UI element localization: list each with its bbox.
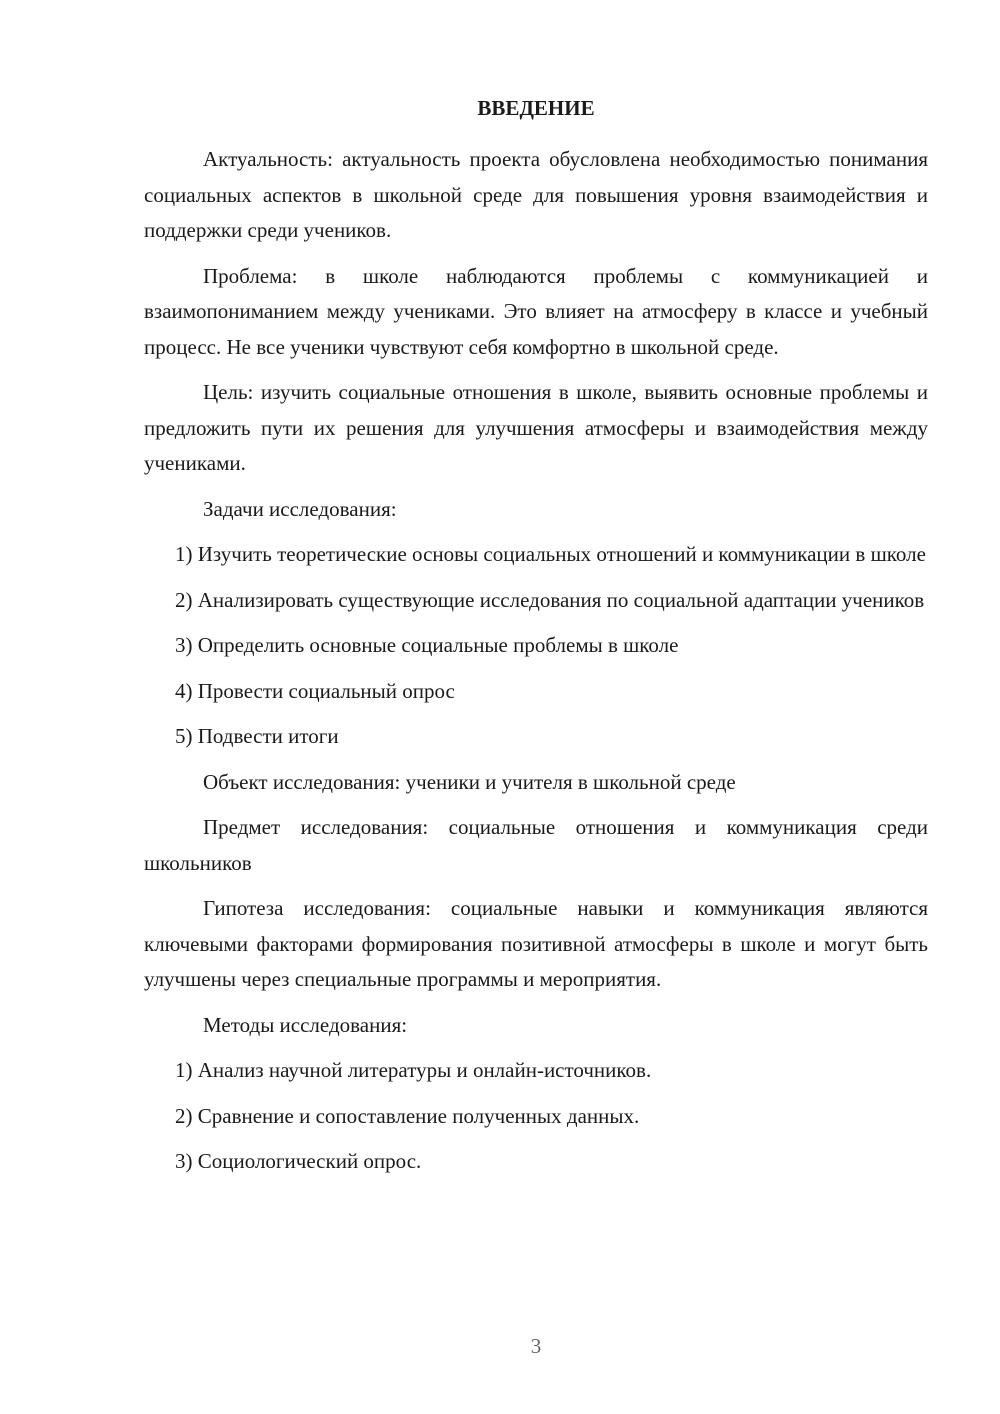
hypothesis-paragraph: Гипотеза исследования: социальные навыки и коммуникация являются ключевыми факторами формирования позитивной атмосферы в школе и могут быть улучшены через специальные программы и мероприятия.: [144, 896, 928, 991]
task-item-3: 3) Определить основные социальные проблемы в школе: [175, 633, 679, 657]
task-item-2: 2) Анализировать существующие исследования по социальной адаптации учеников: [175, 587, 925, 612]
method-item-3: 3) Социологический опрос.: [175, 1149, 422, 1173]
method-item-2: 2) Сравнение и сопоставление полученных данных.: [175, 1103, 640, 1128]
goal-paragraph: Цель: изучить социальные отношения в школе, выявить основные проблемы и предложить пути их решения для улучшения атмосферы и взаимодействия между учениками.: [144, 380, 928, 475]
page-number: 3: [530, 1334, 542, 1358]
problem-paragraph: Проблема: в школе наблюдаются проблемы с коммуникацией и взаимопониманием между учениками. Это влияет на атмосферу в классе и учебный процесс. Не все ученики чувствуют себя комфортно в школьной среде.: [144, 263, 928, 359]
task-item-1: 1) Изучить теоретические основы социальных отношений и коммуникации в школе: [175, 542, 926, 566]
task-item-5: 5) Подвести итоги: [175, 724, 339, 748]
method-item-1: 1) Анализ научной литературы и онлайн-источников.: [175, 1058, 652, 1082]
tasks-heading: Задачи исследования:: [203, 496, 397, 521]
object-paragraph: Объект исследования: ученики и учителя в школьной среде: [203, 769, 736, 794]
page-title: ВВЕДЕНИЕ: [477, 96, 595, 120]
subject-paragraph: Предмет исследования: социальные отношения и коммуникация среди школьников: [144, 815, 928, 875]
methods-heading: Методы исследования:: [203, 1012, 408, 1037]
task-item-4: 4) Провести социальный опрос: [175, 678, 455, 703]
document-body: [144, 142, 928, 1190]
relevance-paragraph: Актуальность: актуальность проекта обусловлена необходимостью понимания социальных аспектов в школьной среде для повышения уровня взаимодействия и поддержки среди учеников.: [144, 147, 928, 242]
